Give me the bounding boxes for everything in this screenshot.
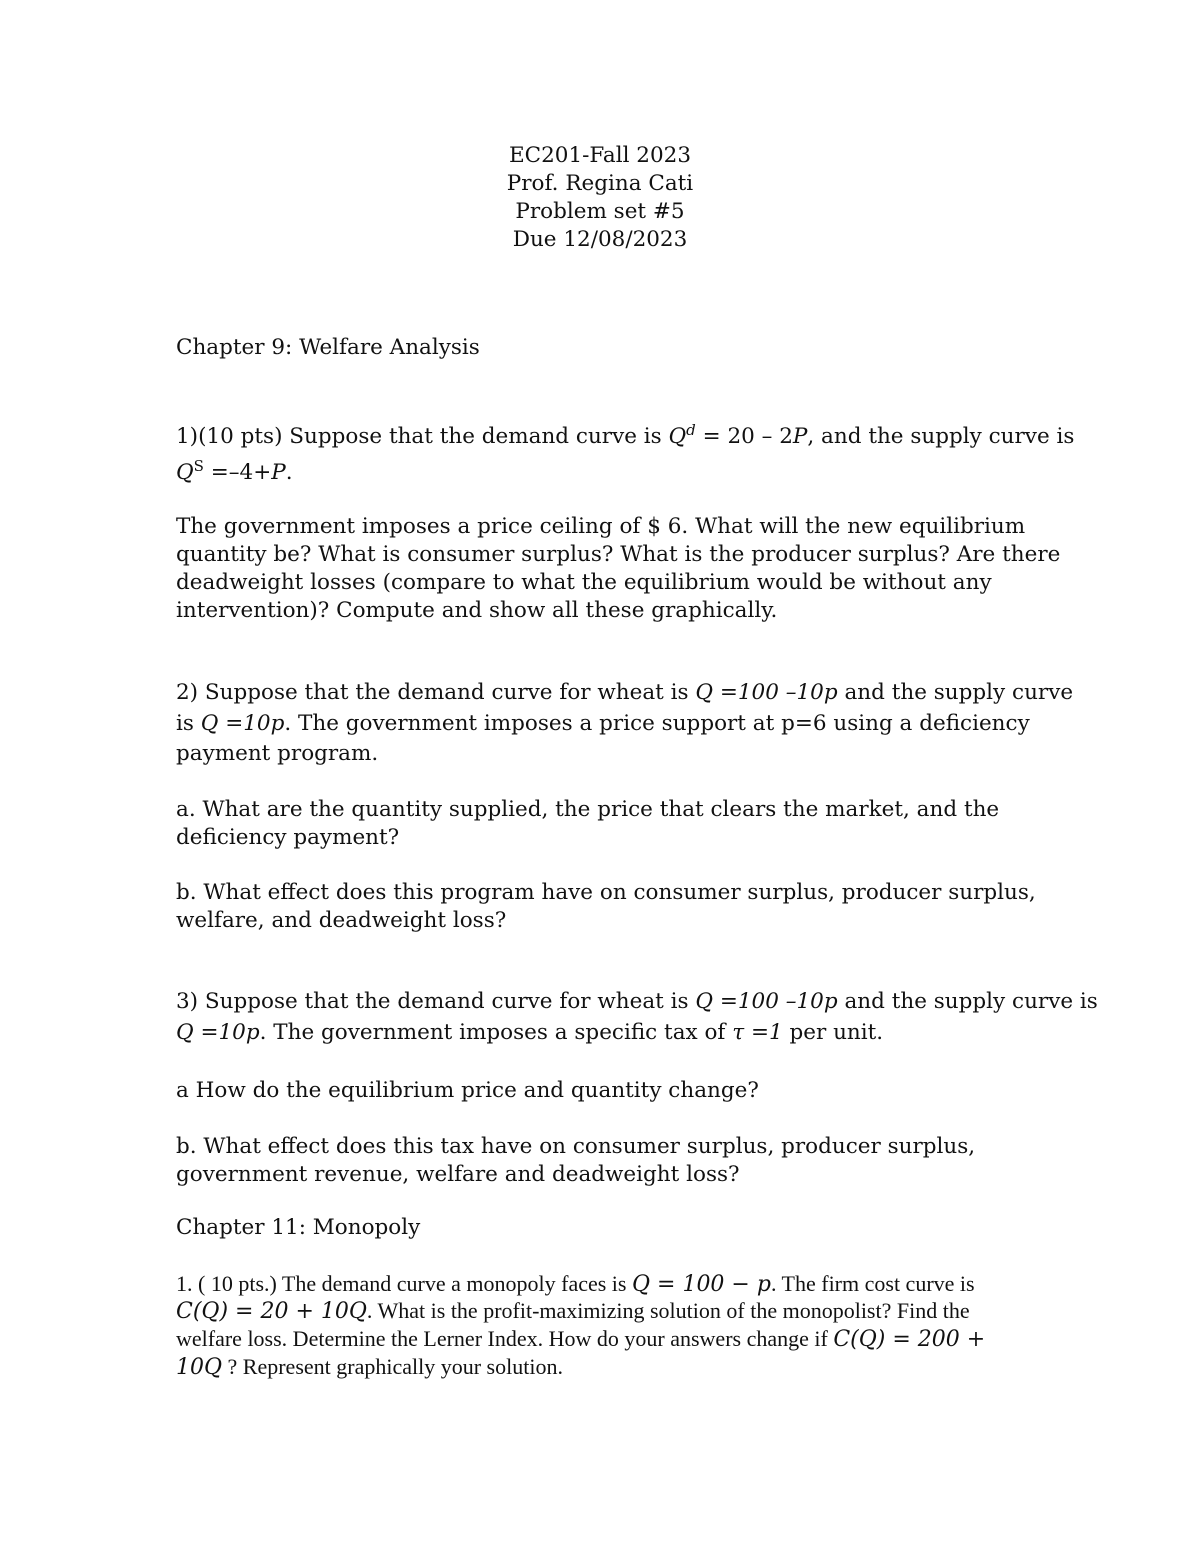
ch11-q1-line-4 <box>176 1353 563 1382</box>
chapter-11-heading: Chapter 11: Monopoly <box>176 1215 421 1240</box>
q3a-line: a How do the equilibrium price and quantity change? <box>176 1078 759 1103</box>
ch11-q1-text-d: welfare loss. Determine the Lerner Index. How do your answers change if <box>176 1326 834 1351</box>
q1-supply-eq: =–4+ <box>203 460 272 485</box>
ch11-q1-line-1 <box>176 1270 975 1299</box>
q3-text-a: 3) Suppose that the demand curve for wheat is <box>176 989 696 1014</box>
demand-superscript: d <box>686 421 696 439</box>
cost-equation-2: C(Q) = 200 + <box>833 1327 986 1352</box>
q1-text-a: 1)(10 pts) Suppose that the demand curve is <box>176 424 669 449</box>
q2-text-b: and the supply curve <box>837 680 1074 705</box>
q1-paragraph-line: intervention)? Compute and show all these graphically. <box>176 598 778 623</box>
q2a-line: deficiency payment? <box>176 825 400 850</box>
q1-line-2 <box>176 459 293 487</box>
supply-symbol: Q <box>176 460 194 485</box>
ch11-q1-line-3 <box>176 1325 985 1354</box>
q2-demand-equation: Q =100 –10p <box>695 680 838 705</box>
ch11-q1-text-e: ? Represent graphically your solution. <box>222 1354 563 1379</box>
q2a-line: a. What are the quantity supplied, the price that clears the market, and the <box>176 797 1000 822</box>
q3-line-1 <box>176 988 1098 1016</box>
due-date: Due 12/08/2023 <box>512 227 688 252</box>
q3-line-2 <box>176 1019 883 1047</box>
q2-text-a: 2) Suppose that the demand curve for wheat is <box>176 680 696 705</box>
q3-text-c: . The government imposes a specific tax of <box>259 1020 733 1045</box>
q3-demand-equation: Q =100 –10p <box>695 989 838 1014</box>
ch11-q1-text-a: 1. ( 10 pts.) The demand curve a monopoly faces is <box>176 1271 632 1296</box>
ch11-q1-text-c: . What is the profit-maximizing solution of the monopolist? Find the <box>366 1298 970 1323</box>
q3-supply-equation: Q =10p <box>176 1020 260 1045</box>
q2b-line: welfare, and deadweight loss? <box>176 908 507 933</box>
q1-paragraph-line: deadweight losses (compare to what the equilibrium would be without any <box>176 570 992 595</box>
q2-line-1 <box>176 679 1073 707</box>
q2-supply-equation: Q =10p <box>200 711 285 736</box>
q2-text-d: . The government imposes a price support at p=6 using a deficiency <box>284 711 1030 736</box>
q2-line-2 <box>176 710 1030 738</box>
q3-text-b: and the supply curve is <box>837 989 1098 1014</box>
cost-equation-2-cont: 10Q <box>176 1355 223 1380</box>
monopoly-demand-equation: Q = 100 − p <box>631 1272 771 1297</box>
q2-line-3: payment program. <box>176 741 379 766</box>
q3-text-d: per unit. <box>782 1020 884 1045</box>
q1-text-c: , and the supply curve is <box>807 424 1075 449</box>
cost-equation-1: C(Q) = 20 + 10Q <box>176 1299 367 1324</box>
q2b-line: b. What effect does this program have on consumer surplus, producer surplus, <box>176 880 1036 905</box>
ch11-q1-line-2 <box>176 1297 970 1326</box>
professor-name: Prof. Regina Cati <box>506 171 694 196</box>
q3b-line: government revenue, welfare and deadweight loss? <box>176 1162 740 1187</box>
q1-text-b: = 20 – 2 <box>695 424 793 449</box>
course-title: EC201-Fall 2023 <box>508 143 692 168</box>
q3-tax-value: τ =1 <box>732 1020 783 1045</box>
q1-paragraph-line: quantity be? What is consumer surplus? What is the producer surplus? Are there <box>176 542 1061 567</box>
q3b-line: b. What effect does this tax have on consumer surplus, producer surplus, <box>176 1134 976 1159</box>
supply-superscript: S <box>193 457 204 475</box>
q1-paragraph-line: The government imposes a price ceiling of $ 6. What will the new equilibrium <box>176 514 1026 539</box>
problem-set-number: Problem set #5 <box>515 199 685 224</box>
q2-text-c: is <box>176 711 201 736</box>
demand-symbol: Q <box>668 424 687 449</box>
chapter-9-heading: Chapter 9: Welfare Analysis <box>176 335 480 360</box>
price-symbol: P <box>271 460 286 485</box>
price-symbol: P <box>792 424 808 449</box>
q1-period: . <box>285 460 293 485</box>
q1-line-1 <box>176 423 1074 451</box>
ch11-q1-text-b: . The firm cost curve is <box>770 1271 975 1296</box>
